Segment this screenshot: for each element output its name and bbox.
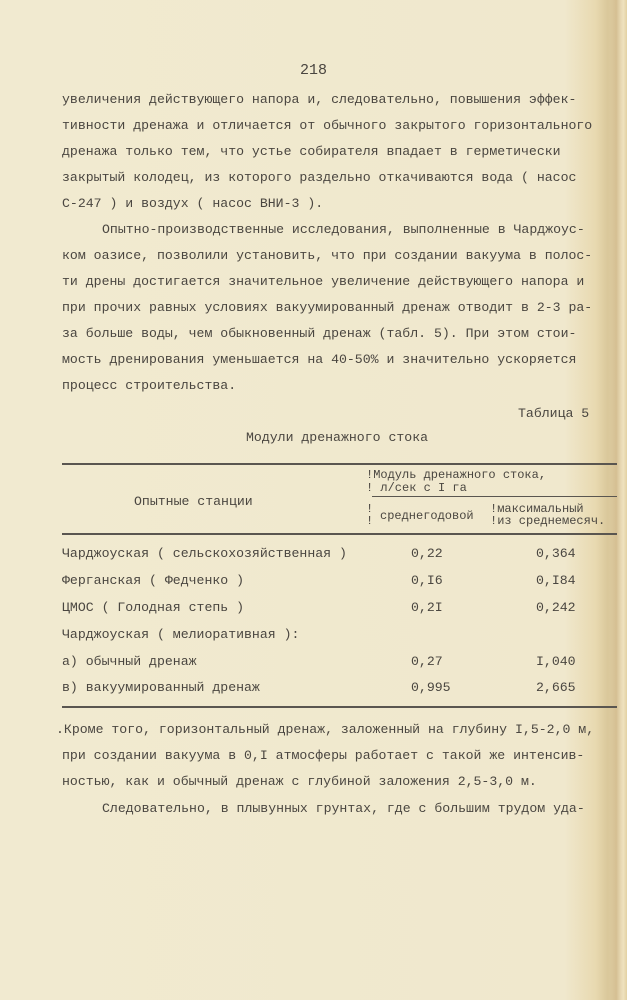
max-value: I,040 (536, 654, 576, 669)
table-title: Модули дренажного стока (246, 430, 429, 445)
avg-value: 0,995 (411, 680, 451, 695)
text-line: при прочих равных условиях вакуумированный дренаж отводит в 2-3 ра- (62, 300, 593, 315)
table-top-rule (62, 463, 617, 465)
avg-value: 0,27 (411, 654, 443, 669)
header-bottom-rule (62, 533, 617, 535)
text-line: Опытно-производственные исследования, выполненные в Чарджоус- (102, 222, 585, 237)
text-line: за больше воды, чем обыкновенный дренаж (табл. 5). При этом стои- (62, 326, 577, 341)
text-line: С-247 ) и воздух ( насос ВНИ-3 ). (62, 196, 324, 211)
header-avg-annual: среднегодовой (380, 509, 474, 523)
text-line: ностью, как и обычный дренаж с глубиной заложения 2,5-3,0 м. (62, 774, 537, 789)
avg-value: 0,I6 (411, 573, 443, 588)
station-name: а) обычный дренаж (62, 654, 197, 669)
station-name: ЦМОС ( Голодная степь ) (62, 600, 245, 615)
header-group-line1: !Модуль дренажного стока, (366, 468, 547, 482)
avg-value: 0,2I (411, 600, 443, 615)
header-stations: Опытные станции (134, 494, 253, 509)
avg-value: 0,22 (411, 546, 443, 561)
page-number: 218 (299, 62, 327, 79)
header-group-line2: ! л/сек с I га (366, 481, 467, 495)
text-line: .Кроме того, горизонтальный дренаж, заложенный на глубину I,5-2,0 м, (56, 722, 595, 737)
max-value: 0,I84 (536, 573, 576, 588)
header-max-line2: !из среднемесяч. (490, 514, 606, 528)
header-sub-marker: ! (366, 502, 374, 516)
text-line: закрытый колодец, из которого раздельно откачиваются вода ( насос (62, 170, 577, 185)
max-value: 0,242 (536, 600, 576, 615)
text-line: дренажа только тем, что устье собирателя впадает в герметически (62, 144, 561, 159)
header-group-rule (372, 496, 617, 497)
station-name: Ферганская ( Федченко ) (62, 573, 245, 588)
text-line: мость дренирования уменьшается на 40-50% и значительно ускоряется (62, 352, 577, 367)
table-bottom-rule (62, 706, 617, 708)
text-line: ти дрены достигается значительное увеличение действующего напора и (62, 274, 585, 289)
max-value: 0,364 (536, 546, 576, 561)
station-name: Чарджоуская ( сельскохозяйственная ) (62, 546, 347, 561)
station-name: Чарджоуская ( мелиоративная ): (62, 627, 300, 642)
page-edge-shadow (609, 0, 627, 1000)
max-value: 2,665 (536, 680, 576, 695)
text-line: при создании вакуума в 0,I атмосферы работает с такой же интенсив- (62, 748, 585, 763)
table-label: Таблица 5 (518, 406, 590, 421)
text-line: ком оазисе, позволили установить, что при создании вакуума в полос- (62, 248, 593, 263)
text-line: тивности дренажа и отличается от обычного закрытого горизонтального (62, 118, 593, 133)
station-name: в) вакуумированный дренаж (62, 680, 260, 695)
header-max-line1: !максимальный (490, 502, 584, 516)
text-line: Следовательно, в плывунных грунтах, где с большим трудом уда- (102, 801, 585, 816)
text-line: процесс строительства. (62, 378, 237, 393)
text-line: увеличения действующего напора и, следовательно, повышения эффек- (62, 92, 577, 107)
header-sub-marker: ! (366, 514, 374, 528)
